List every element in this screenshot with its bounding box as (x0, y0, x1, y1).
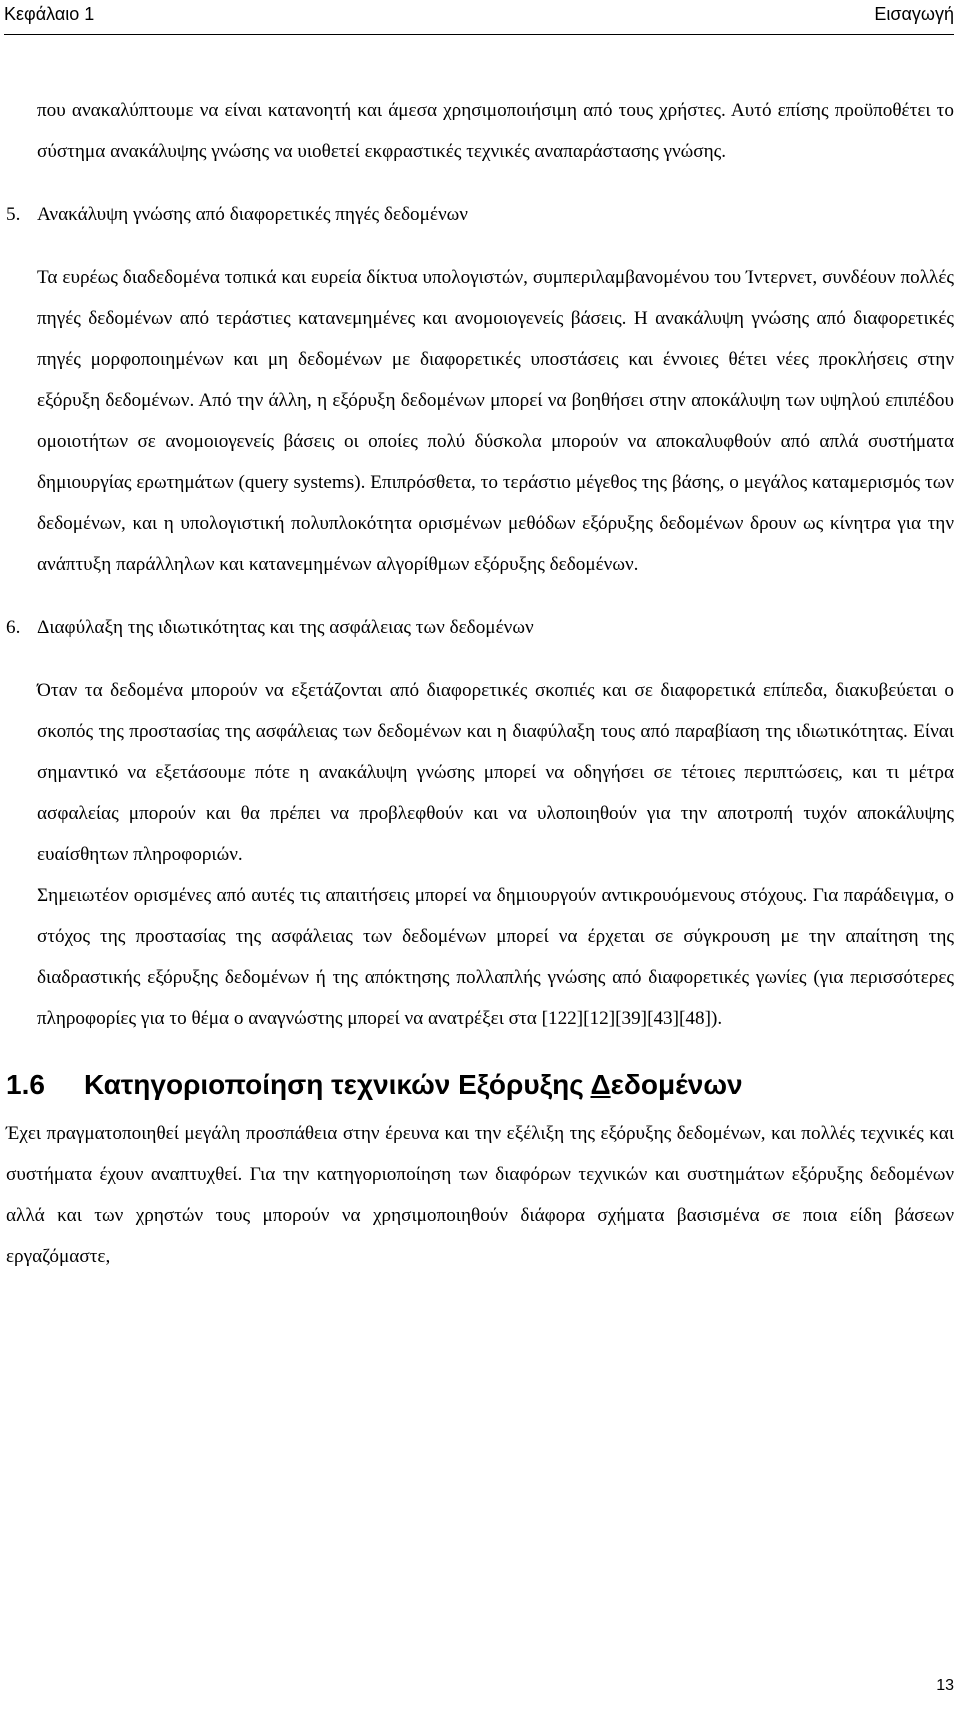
item-5-title: Ανακάλυψη γνώσης από διαφορετικές πηγές δεδομένων (37, 204, 468, 225)
header-chapter: Κεφάλαιο 1 (4, 4, 95, 24)
spacer (0, 1039, 960, 1065)
page-number: 13 (936, 1677, 954, 1694)
item-5-body-paragraph: Τα ευρέως διαδεδομένα τοπικά και ευρεία δίκτυα υπολογιστών, συμπεριλαμβανομένου του Ίντερνετ, συνδέουν πολλές πηγές δεδομένων από τεράστιες κατανεμημένες και ανομοιογενείς βάσεις. Η ανακάλυψη γνώσης από διαφορετικές πηγές μορφοποιημένων και μη δεδομένων με διαφορετικές υποστάσεις και έννοιες θέτει νέες προκλήσεις στην εξόρυξη δεδομένων. Από την άλλη, η εξόρυξη δεδομένων μπορεί να βοηθήσει στην αποκάλυψη των υψηλού επιπέδου ομοιοτήτων σε ανομοιογενείς βάσεις οι οποίες πολύ δύσκολα μπορούν να αποκαλυφθούν από απλά συστήματα δημιουργίας ερωτημάτων (query systems). Επιπρόσθετα, το τεράστιο μέγεθος της βάσης, ο μεγάλος καταμερισμός των δεδομένων, και η υπολογιστική πολυπλοκότητα ορισμένων μεθόδων εξόρυξης δεδομένων δρουν ως κίνητρα για την ανάπτυξη παράλληλων και κατανεμημένων αλγορίθμων εξόρυξης δεδομένων. (37, 267, 954, 575)
spacer (0, 585, 960, 607)
header-section-name: Εισαγωγή (874, 4, 954, 24)
spacer (0, 648, 960, 670)
section-number: 1.6 (6, 1069, 45, 1100)
item-6-title: Διαφύλαξη της ιδιωτικότητας και της ασφάλειας των δεδομένων (37, 617, 534, 638)
item-6-body-paragraph-2: Σημειωτέον ορισμένες από αυτές τις απαιτήσεις μπορεί να δημιουργούν αντικρουόμενους στόχους. Για παράδειγμα, ο στόχος της προστασίας της ασφάλειας των δεδομένων μπορεί να έρχεται σε σύγκρουση με την απαίτηση της διαδραστικής εξόρυξης δεδομένων ή της απόκτησης πολλαπλής γνώσης από διαφορετικές γωνίες (για περισσότερες πληροφορίες για το θέμα ο αναγνώστης μπορεί να ανατρέξει στα [122][12][39][43][48]). (37, 885, 954, 1029)
spacer (0, 1105, 960, 1113)
item-6-heading (0, 607, 960, 648)
section-body-paragraph: Έχει πραγματοποιηθεί μεγάλη προσπάθεια στην έρευνα και την εξέλιξη της εξόρυξης δεδομένων, και πολλές τεχνικές και συστήματα έχουν αναπτυχθεί. Για την κατηγοριοποίηση των διαφόρων τεχνικών και συστημάτων εξόρυξης δεδομένων αλλά και των χρηστών τους μπορούν να χρησιμοποιηθούν διάφορα σχήματα βασισμένα σε ποια είδη βάσεων εργαζόμαστε, (6, 1123, 954, 1267)
item-6-number: 6. (6, 617, 21, 638)
running-header (4, 4, 954, 35)
section-title-prefix: Κατηγοριοποίηση τεχνικών Εξόρυξης (84, 1069, 591, 1100)
spacer (0, 172, 960, 194)
section-title-underlined-letter: Δ (590, 1069, 611, 1100)
page-body (0, 90, 960, 1277)
spacer (0, 235, 960, 257)
section-heading (0, 1065, 960, 1105)
intro-continuation-paragraph: που ανακαλύπτουμε να είναι κατανοητή και άμεσα χρησιμοποιήσιμη από τους χρήστες. Αυτό επίσης προϋποθέτει το σύστημα ανακάλυψης γνώσης να υιοθετεί εκφραστικές τεχνικές αναπαράστασης γνώσης. (37, 100, 954, 162)
section-title-suffix: εδομένων (610, 1069, 743, 1100)
item-5-heading (0, 194, 960, 235)
item-6-body-paragraph-1: Όταν τα δεδομένα μπορούν να εξετάζονται από διαφορετικές σκοπιές και σε διαφορετικά επίπεδα, διακυβεύεται ο σκοπός της προστασίας της ασφάλειας των δεδομένων και η διαφύλαξη τους από παραβίαση της ιδιωτικότητας. Είναι σημαντικό να εξετάσουμε πότε η ανακάλυψη γνώσης μπορεί να οδηγήσει σε τέτοιες περιπτώσεις, και τι μέτρα ασφαλείας μπορούν και θα πρέπει να προβλεφθούν και να υλοποιηθούν για την αποτροπή τυχόν αποκάλυψης ευαίσθητων πληροφοριών. (37, 680, 954, 865)
item-5-number: 5. (6, 204, 21, 225)
